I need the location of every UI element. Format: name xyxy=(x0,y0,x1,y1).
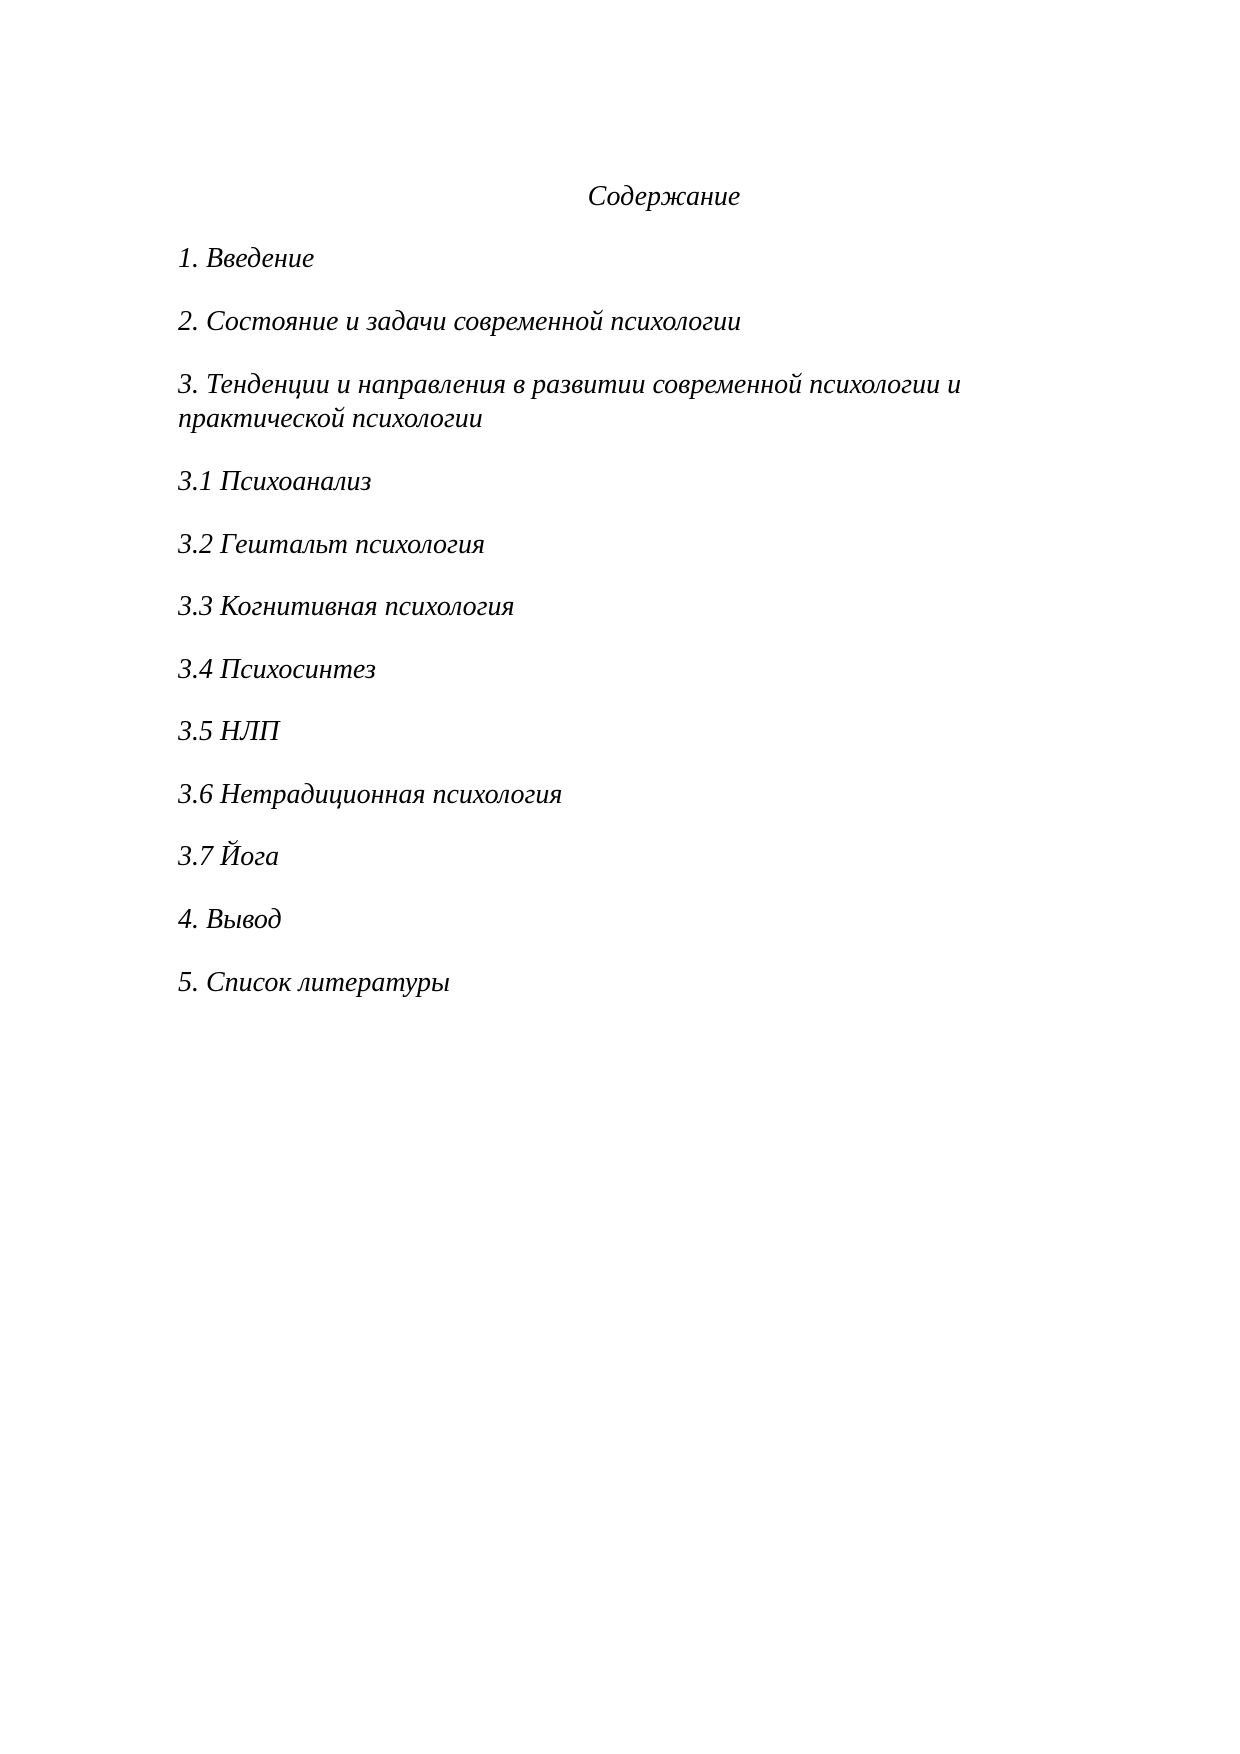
toc-item-references: 5. Список литературы xyxy=(178,967,450,998)
toc-item-introduction: 1. Введение xyxy=(178,243,315,274)
toc-item-psychosynthesis: 3.4 Психосинтез xyxy=(178,654,376,685)
toc-item-yoga: 3.7 Йога xyxy=(178,841,280,872)
toc-item-conclusion: 4. Вывод xyxy=(178,904,282,935)
toc-item-nlp: 3.5 НЛП xyxy=(178,716,280,747)
toc-title: Содержание xyxy=(587,181,741,212)
toc-item-cognitive-psychology: 3.3 Когнитивная психология xyxy=(178,591,515,622)
toc-item-state-and-tasks: 2. Состояние и задачи современной психологии xyxy=(178,306,742,337)
toc-item-trends-and-directions: 3. Тенденции и направления в развитии современной психологии и практической психологии xyxy=(178,369,962,434)
toc-item-psychoanalysis: 3.1 Психоанализ xyxy=(178,466,372,497)
toc-item-gestalt-psychology: 3.2 Гештальт психология xyxy=(178,529,485,560)
toc-item-nontraditional-psychology: 3.6 Нетрадиционная психология xyxy=(178,779,563,810)
